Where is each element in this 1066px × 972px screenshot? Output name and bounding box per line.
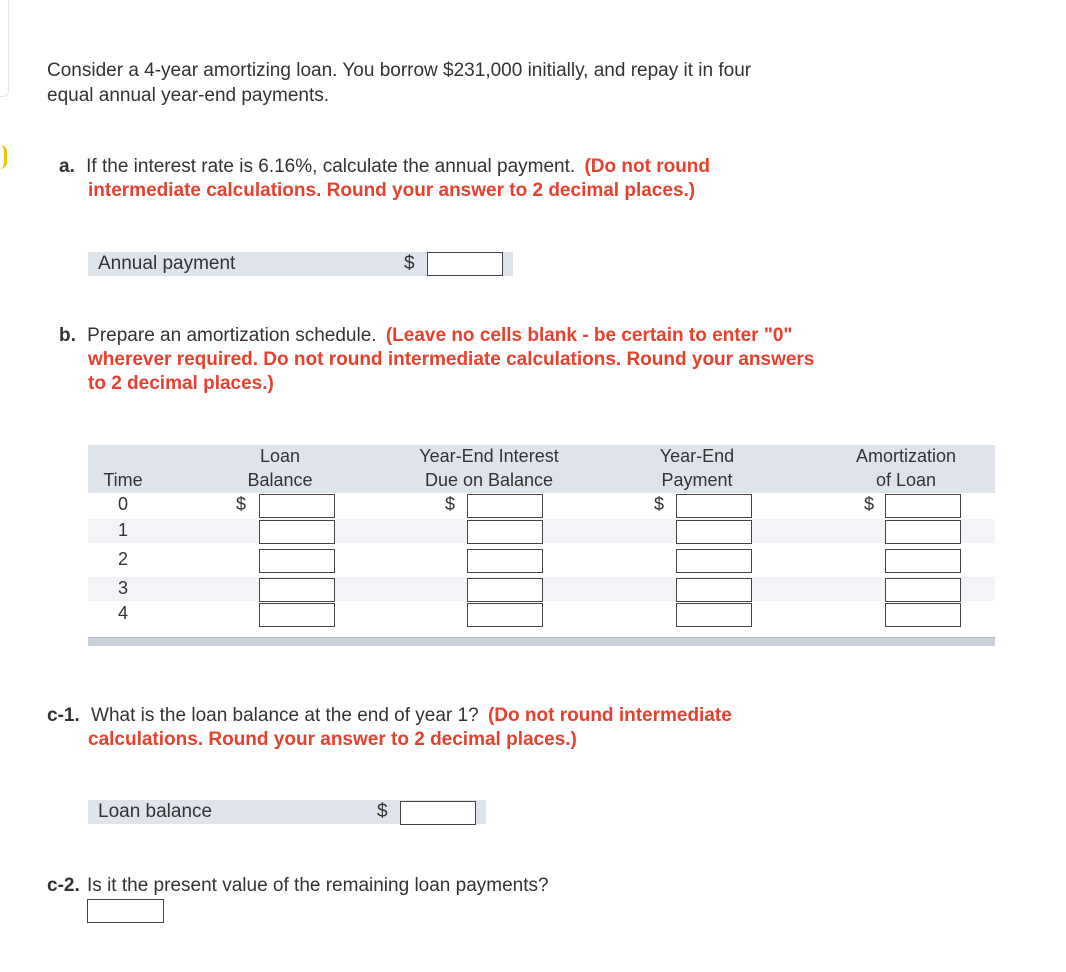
col-header-time: Time — [103, 470, 143, 490]
balance-input[interactable] — [259, 578, 335, 602]
loan-balance-input[interactable] — [400, 801, 476, 825]
annual-payment-label: Annual payment — [98, 253, 236, 274]
part-c1-marker: c-1. — [47, 705, 80, 726]
amortization-input[interactable] — [885, 578, 961, 602]
part-b-instruction: (Leave no cells blank - be certain to enter "0" — [385, 325, 793, 346]
part-b-instruction-line3: to 2 decimal places.) — [88, 373, 274, 394]
interest-currency: $ — [445, 494, 456, 514]
amortization-input[interactable] — [885, 520, 961, 544]
balance-input[interactable] — [259, 549, 335, 573]
payment-input[interactable] — [676, 520, 752, 544]
time-cell: 1 — [117, 520, 128, 540]
col-header-amort-2: of Loan — [875, 470, 937, 490]
part-c1-instruction-line2: calculations. Round your answer to 2 decimal places.) — [88, 729, 577, 750]
interest-input[interactable] — [467, 603, 543, 627]
annual-payment-currency: $ — [404, 253, 415, 274]
interest-input[interactable] — [467, 578, 543, 602]
intro-line-1: Consider a 4-year amortizing loan. You borrow $231,000 initially, and repay it in four — [47, 60, 752, 81]
col-header-balance-2: Balance — [247, 470, 313, 490]
part-a-question — [59, 155, 879, 179]
amortization-input[interactable] — [885, 494, 961, 518]
part-b-text: Prepare an amortization schedule. — [87, 325, 377, 346]
part-c2-question — [47, 874, 747, 898]
part-c2-marker: c-2. — [47, 875, 80, 896]
part-a-marker: a. — [59, 156, 75, 177]
part-c2-text: Is it the present value of the remaining loan payments? — [87, 875, 549, 896]
part-b-question — [59, 324, 889, 348]
amort-currency: $ — [864, 494, 875, 514]
table-footer — [88, 637, 995, 646]
intro-line-2: equal annual year-end payments. — [47, 85, 330, 106]
col-header-balance-1: Loan — [259, 446, 301, 466]
col-header-interest-2: Due on Balance — [424, 470, 554, 490]
payment-input[interactable] — [676, 549, 752, 573]
interest-input[interactable] — [467, 520, 543, 544]
part-a-instruction: (Do not round — [584, 156, 711, 177]
payment-currency: $ — [654, 494, 665, 514]
time-cell: 3 — [117, 578, 128, 598]
part-b-marker: b. — [59, 325, 76, 346]
time-cell: 4 — [117, 603, 128, 623]
col-header-payment-1: Year-End — [659, 446, 735, 466]
payment-input[interactable] — [676, 494, 752, 518]
balance-input[interactable] — [259, 520, 335, 544]
present-value-answer-select[interactable] — [87, 899, 164, 923]
part-c1-instruction: (Do not round intermediate — [487, 705, 732, 726]
balance-input[interactable] — [259, 603, 335, 627]
panel-corner — [0, 0, 9, 97]
question-marker — [0, 145, 7, 169]
col-header-payment-2: Payment — [661, 470, 733, 490]
time-cell: 2 — [117, 549, 128, 569]
balance-currency: $ — [236, 494, 247, 514]
amortization-input[interactable] — [885, 549, 961, 573]
time-cell: 0 — [117, 494, 128, 514]
col-header-interest-1: Year-End Interest — [419, 446, 559, 466]
balance-input[interactable] — [259, 494, 335, 518]
loan-balance-currency: $ — [377, 801, 388, 822]
part-a-instruction-line2: intermediate calculations. Round your answer to 2 decimal places.) — [88, 180, 696, 201]
part-a-text: If the interest rate is 6.16%, calculate the annual payment. — [86, 156, 576, 177]
payment-input[interactable] — [676, 603, 752, 627]
payment-input[interactable] — [676, 578, 752, 602]
interest-input[interactable] — [467, 549, 543, 573]
interest-input[interactable] — [467, 494, 543, 518]
amortization-input[interactable] — [885, 603, 961, 627]
loan-balance-label: Loan balance — [98, 801, 213, 822]
part-c1-question — [47, 704, 887, 728]
col-header-amort-1: Amortization — [855, 446, 957, 466]
annual-payment-input[interactable] — [427, 252, 503, 276]
part-c1-text: What is the loan balance at the end of year 1? — [91, 705, 479, 726]
part-b-instruction-line2: wherever required. Do not round intermediate calculations. Round your answers — [88, 349, 815, 370]
